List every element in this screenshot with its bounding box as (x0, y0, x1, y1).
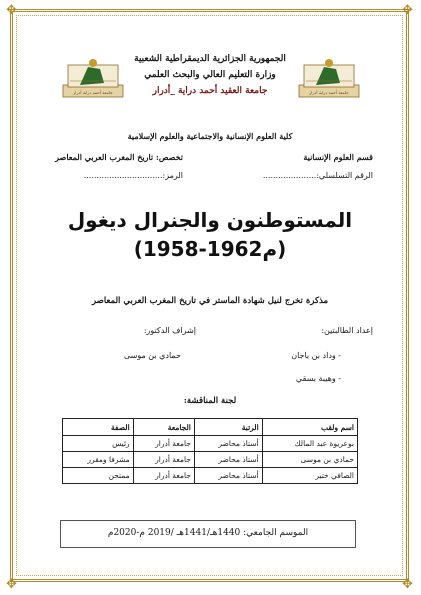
table-row (63, 452, 358, 468)
svg-text:جامعة أحمد دراية أدرار: جامعة أحمد دراية أدرار (309, 90, 349, 95)
student-name: - وداد بن باجان (291, 351, 341, 360)
jury-table (62, 418, 358, 484)
table-cell: مشرفا ومقرر (63, 452, 134, 468)
corner-ornament-icon: ✥ (6, 577, 17, 592)
supervisor-name: حمادي بن موسى (123, 351, 181, 360)
table-row (63, 436, 358, 452)
svg-text:جامعة أحمد دراية أدرار: جامعة أحمد دراية أدرار (73, 90, 113, 95)
table-cell: ممتحن (63, 468, 134, 484)
table-row (63, 468, 358, 484)
faculty-name: كلية العلوم الإنسانية والاجتماعية والعلوم الإسلامية (127, 131, 293, 141)
code-field: الرمز:............................... (83, 171, 183, 180)
table-cell: الصافي ختير (262, 468, 357, 484)
university-name: جامعة العقيد أحمد دراية _أدرار (152, 86, 268, 96)
republic-name: الجمهورية الجزائرية الديمقراطية الشعبية (134, 54, 286, 64)
table-cell: جامعة أدرار (133, 452, 194, 468)
column-header: الصفة (63, 419, 134, 436)
column-header: الرتبة (194, 419, 262, 436)
thesis-title: المستوطنون والجنرال ديغول (67, 208, 353, 232)
supervisor-label: إشراف الدكتور: (143, 326, 196, 335)
corner-ornament-icon: ✥ (402, 577, 413, 592)
committee-label: لجنة المناقشة: (183, 396, 237, 406)
table-cell: بوعريوة عبد المالك (262, 436, 357, 452)
ministry-name: وزارة التعليم العالي والبحث العلمي (144, 70, 276, 80)
table-cell: أستاذ محاضر (194, 436, 262, 452)
table-header-row (63, 419, 358, 436)
table-cell: جامعة أدرار (133, 436, 194, 452)
column-header: اسم ولقب (262, 419, 357, 436)
table-cell: أستاذ محاضر (194, 468, 262, 484)
thesis-title-dates: (1958-1962م) (133, 237, 287, 261)
students-label: إعداد الطالبتين: (321, 326, 373, 335)
table-cell: أستاذ محاضر (194, 452, 262, 468)
corner-ornament-icon: ✥ (402, 3, 413, 18)
table-cell: رئيس (63, 436, 134, 452)
thesis-subtitle: مذكرة تخرج لنيل شهادة الماستر في تاريخ المغرب العربي المعاصر (91, 296, 329, 306)
table-cell: جامعة أدرار (133, 468, 194, 484)
student-name: - وهيبة بسقي (295, 374, 341, 383)
column-header: الجامعة (133, 419, 194, 436)
table-cell: حمادي بن موسى (262, 452, 357, 468)
serial-number: الرقم التسلسلي:..................... (262, 171, 373, 180)
academic-season: الموسم الجامعي: 1440هـ/1441هـ /2019 م-2020م (107, 528, 309, 538)
department-name: قسم العلوم الإنسانية (303, 152, 373, 162)
corner-ornament-icon: ✥ (6, 3, 17, 18)
specialty: تخصص: تاريخ المغرب العربي المعاصر (55, 152, 183, 162)
